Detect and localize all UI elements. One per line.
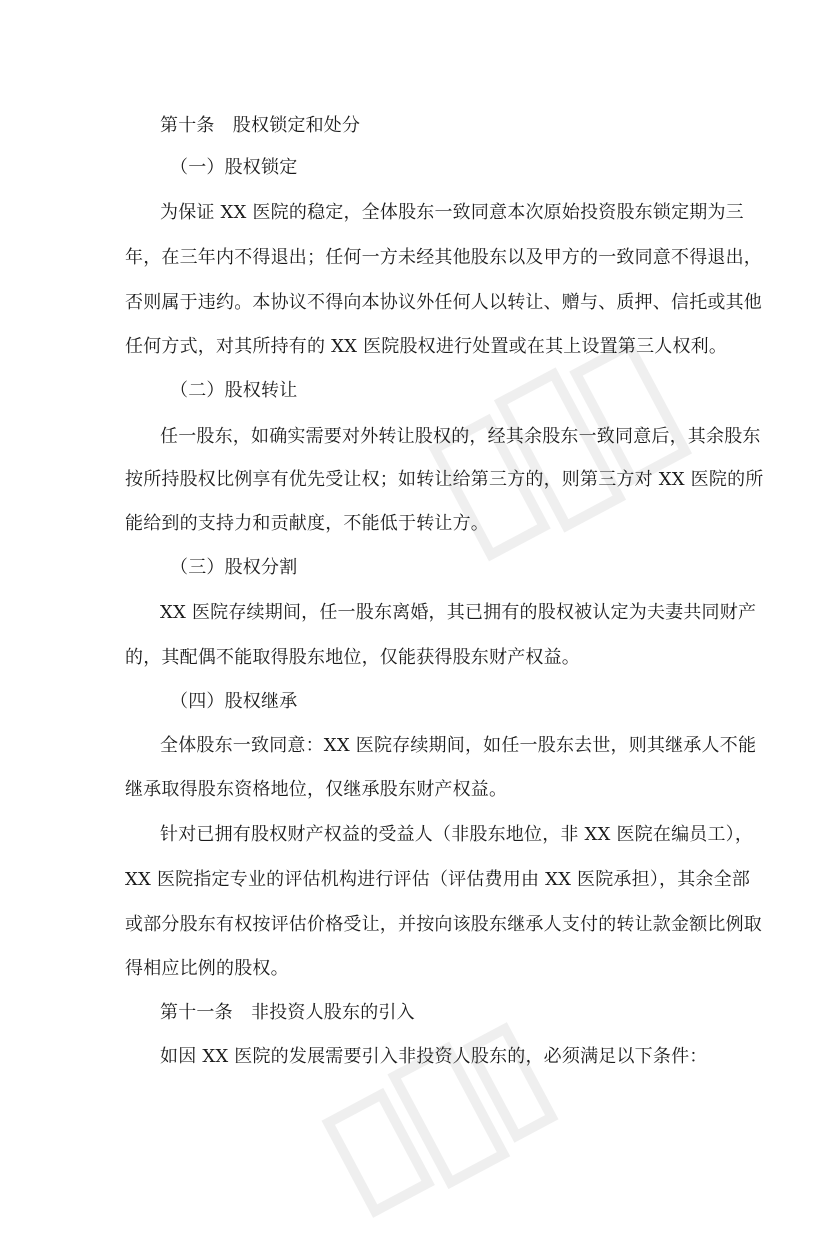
paragraph-line: 的，其配偶不能取得股东地位，仅能获得股东财产权益。 — [125, 647, 580, 668]
paragraph-line: 针对已拥有股权财产权益的受益人（非股东地位，非 XX 医院在编员工）， — [160, 824, 754, 845]
paragraph-line: 按所持股权比例享有优先受让权；如转让给第三方的，则第三方对 XX 医院的所 — [125, 469, 764, 490]
paragraph-line: 任一股东，如确实需要对外转让股权的，经其余股东一致同意后，其余股东 — [160, 426, 761, 447]
article-11-heading: 第十一条 非投资人股东的引入 — [160, 1002, 415, 1023]
paragraph-line: 如因 XX 医院的发展需要引入非投资人股东的，必须满足以下条件： — [160, 1046, 708, 1067]
paragraph-line: 为保证 XX 医院的稳定，全体股东一致同意本次原始投资股东锁定期为三 — [160, 202, 744, 223]
article-10-heading: 第十条 股权锁定和处分 — [160, 115, 361, 136]
section-heading: （一）股权锁定 — [170, 157, 298, 178]
paragraph-line: 得相应比例的股权。 — [125, 958, 289, 979]
paragraph-line: XX 医院存续期间，任一股东离婚，其已拥有的股权被认定为夫妻共同财产 — [160, 602, 757, 623]
paragraph-line: 年，在三年内不得退出；任何一方未经其他股东以及甲方的一致同意不得退出， — [125, 247, 762, 268]
section-heading: （三）股权分割 — [170, 557, 298, 578]
paragraph-line: 继承取得股东资格地位，仅继承股东财产权益。 — [125, 779, 508, 800]
paragraph-line: 否则属于违约。本协议不得向本协议外任何人以转让、赠与、质押、信托或其他 — [125, 292, 762, 313]
watermark-icon — [305, 998, 574, 1242]
paragraph-line: 任何方式，对其所持有的 XX 医院股权进行处置或在其上设置第三人权利。 — [125, 336, 728, 357]
paragraph-line: XX 医院指定专业的评估机构进行评估（评估费用由 XX 医院承担），其余全部 — [125, 869, 751, 890]
section-heading: （四）股权继承 — [170, 691, 298, 712]
section-heading: （二）股权转让 — [170, 380, 298, 401]
paragraph-line: 或部分股东有权按评估价格受让，并按向该股东继承人支付的转让款金额比例取 — [125, 914, 762, 935]
paragraph-line: 全体股东一致同意：XX 医院存续期间，如任一股东去世，则其继承人不能 — [160, 735, 757, 756]
paragraph-line: 能给到的支持力和贡献度，不能低于转让方。 — [125, 513, 489, 534]
